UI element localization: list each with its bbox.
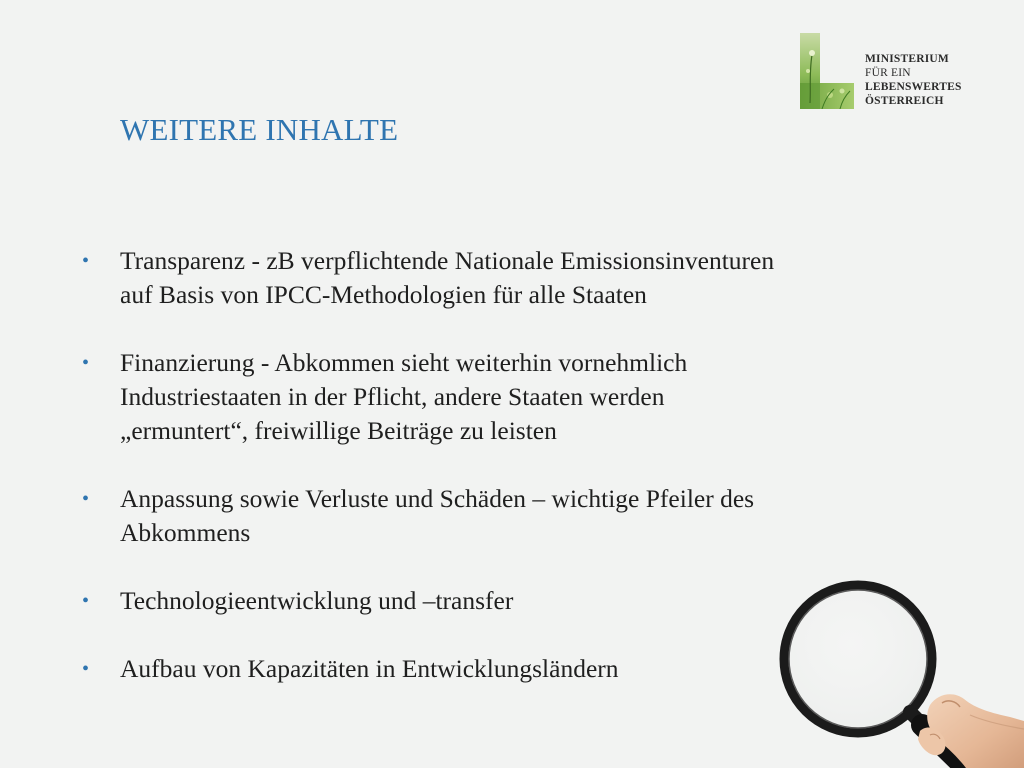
bullet-text: Finanzierung - Abkommen sieht weiterhin vornehmlich Industriestaaten in der Pflicht, andere Staaten werden „ermuntert“, freiwillige Beiträge zu leisten [120, 348, 688, 445]
magnifying-glass-icon [770, 575, 1024, 768]
bullet-item-finanzierung [78, 346, 798, 448]
slide-title: WEITERE INHALTE [120, 112, 399, 147]
ministry-logo [800, 33, 980, 109]
bullet-dot-icon: • [82, 352, 90, 374]
ministry-l-logo-icon [800, 33, 854, 109]
logo-wordmark [865, 52, 962, 108]
bullet-text: Transparenz - zB verpflichtende Nationale Emissionsinventuren auf Basis von IPCC-Methodologien für alle Staaten [120, 246, 775, 309]
bullet-item-anpassung [78, 482, 798, 550]
bullet-text: Aufbau von Kapazitäten in Entwicklungsländern [120, 654, 619, 683]
bullet-text: Technologieentwicklung und –transfer [120, 586, 514, 615]
bullet-list [78, 244, 798, 720]
bullet-dot-icon: • [82, 488, 90, 510]
logo-line-2: FÜR EIN [865, 67, 911, 79]
logo-line-3: LEBENSWERTES [865, 81, 962, 93]
bullet-item-kapazitaeten [78, 652, 798, 686]
bullet-item-transparenz [78, 244, 798, 312]
logo-line-4: ÖSTERREICH [865, 95, 944, 107]
bullet-text: Anpassung sowie Verluste und Schäden – wichtige Pfeiler des Abkommens [120, 484, 755, 547]
bullet-dot-icon: • [82, 250, 90, 272]
bullet-dot-icon: • [82, 590, 90, 612]
bullet-dot-icon: • [82, 658, 90, 680]
bullet-item-technologie [78, 584, 798, 618]
logo-line-1: MINISTERIUM [865, 53, 949, 65]
